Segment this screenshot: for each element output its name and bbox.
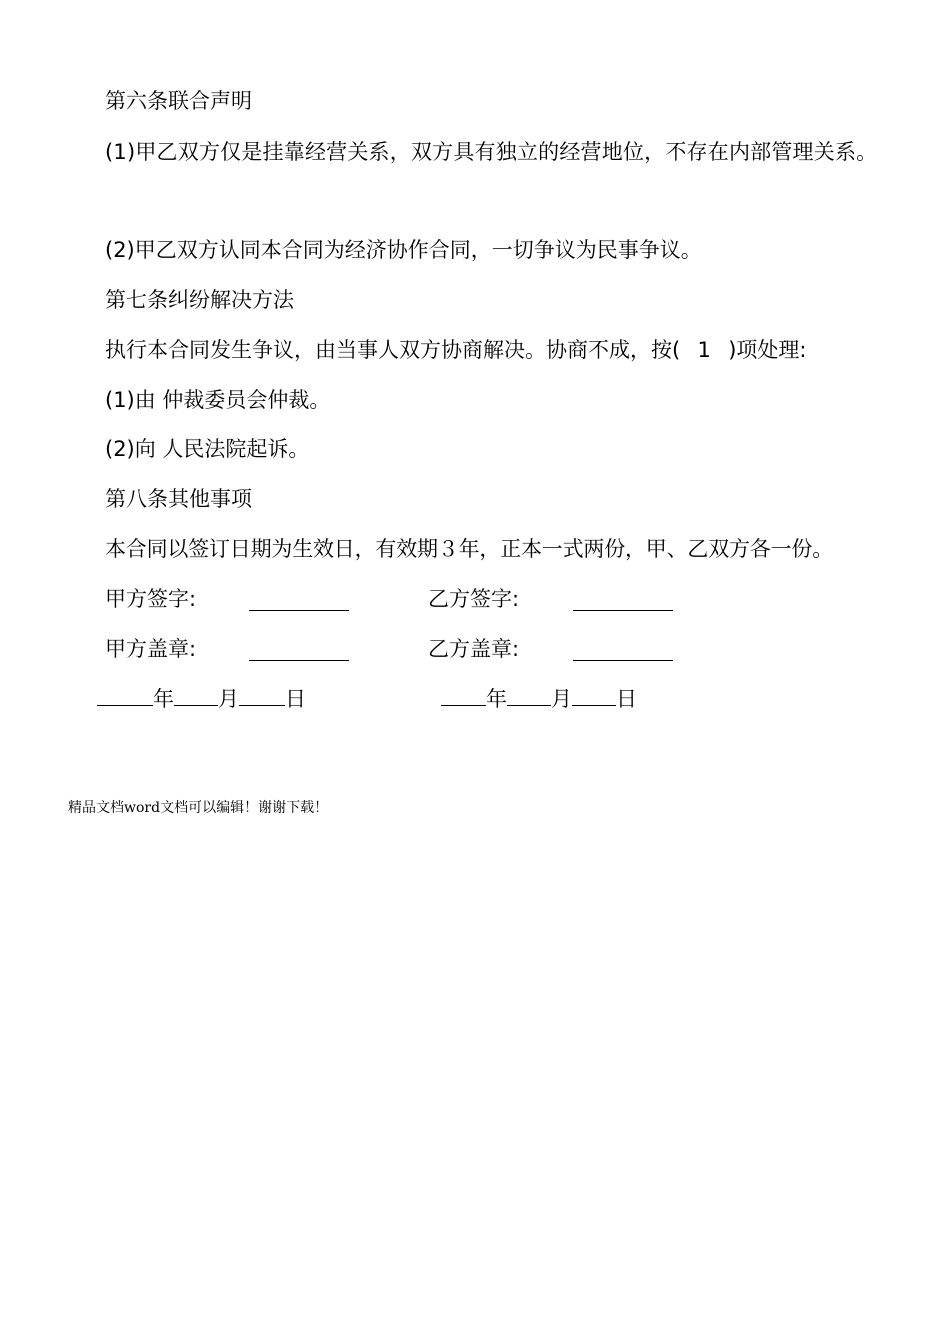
month-label: 月 [551, 687, 572, 711]
party-b-sign-line [573, 609, 673, 611]
article6-item2: (2)甲乙双方认同本合同为经济协作合同，一切争议为民事争议。 [105, 238, 702, 262]
year-label: 年 [486, 687, 507, 711]
footer-note: 精品文档word文档可以编辑！谢谢下载！ [68, 800, 329, 816]
article7-heading: 第七条纠纷解决方法 [105, 288, 294, 312]
party-b-sign-label: 乙方签字: [428, 587, 520, 611]
party-a-seal-label: 甲方盖章: [105, 637, 197, 661]
party-b-date [441, 685, 637, 713]
month-label: 月 [218, 687, 239, 711]
year-blank [97, 685, 153, 706]
party-a-date [97, 685, 306, 713]
article8-text: 本合同以签订日期为生效日，有效期３年，正本一式两份，甲、乙双方各一份。 [105, 537, 833, 561]
article7-intro-before: 执行本合同发生争议，由当事人双方协商解决。协商不成，按( [105, 338, 681, 362]
year-label: 年 [153, 687, 174, 711]
article7-intro-after: )项处理: [728, 338, 807, 362]
party-b-seal-label: 乙方盖章: [428, 637, 520, 661]
article7-item1: (1)由 仲裁委员会仲裁。 [105, 388, 331, 412]
article7-item2: (2)向 人民法院起诉。 [105, 437, 310, 461]
article6-heading: 第六条联合声明 [105, 89, 252, 113]
article8-heading: 第八条其他事项 [105, 487, 252, 511]
month-blank [174, 685, 218, 706]
article7-intro [105, 336, 806, 364]
party-a-seal-line [249, 659, 349, 661]
party-a-sign-line [249, 609, 349, 611]
party-b-seal-line [573, 659, 673, 661]
day-label: 日 [285, 687, 306, 711]
day-blank [239, 685, 285, 706]
month-blank [507, 685, 551, 706]
day-blank [572, 685, 616, 706]
article7-option-value: 1 [697, 338, 711, 362]
day-label: 日 [616, 687, 637, 711]
article6-item1: (1)甲乙双方仅是挂靠经营关系，双方具有独立的经营地位，不存在内部管理关系。 [105, 140, 878, 164]
year-blank [441, 685, 486, 706]
party-a-sign-label: 甲方签字: [105, 587, 197, 611]
